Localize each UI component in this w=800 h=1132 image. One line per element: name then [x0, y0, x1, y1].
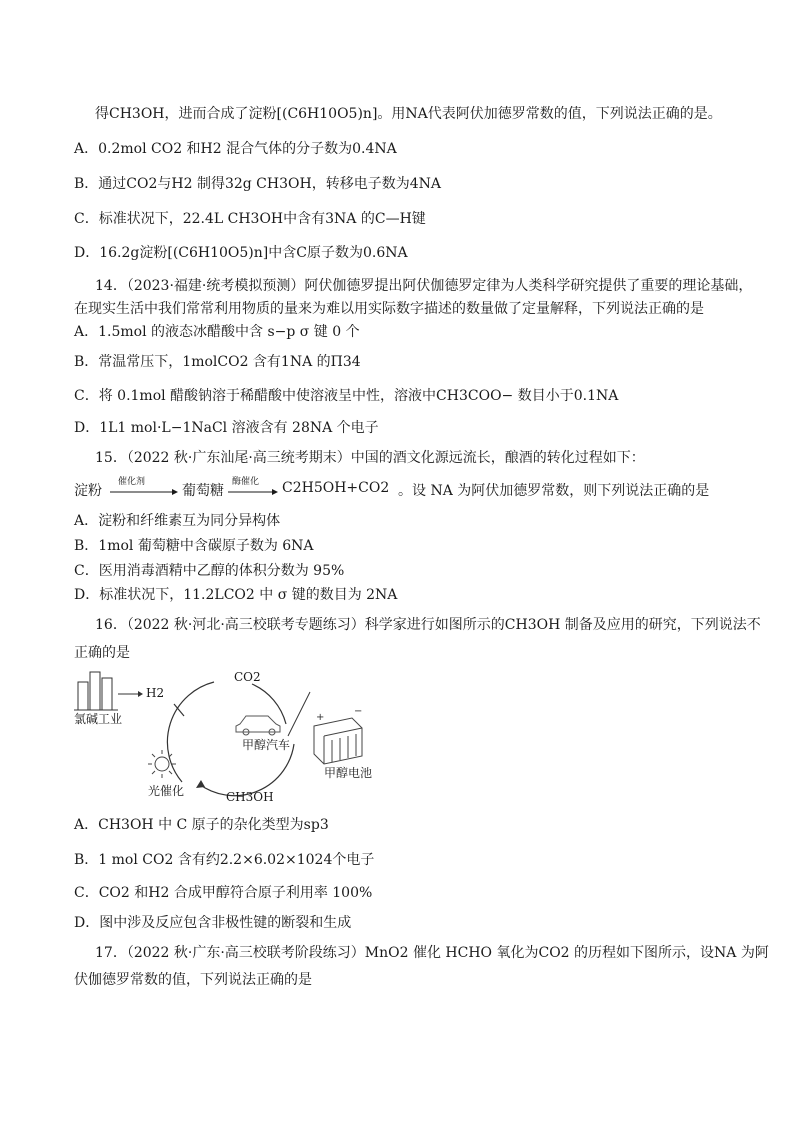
question-16: 16．（2022 秋·河北·高三校联考专题练习）科学家进行如图所示的CH3OH 制备及应用的研究，下列说法不: [95, 617, 761, 633]
methanol-cycle-diagram: [74, 664, 404, 814]
option-a: A．CH3OH 中 C 原子的杂化类型为sp3: [74, 817, 329, 833]
question-17: 17．（2022 秋·广东·高三校联考阶段练习）MnO2 催化 HCHO 氧化为CO2 的历程如下图所示，设NA 为阿: [95, 945, 769, 961]
option-c: C．CO2 和H2 合成甲醇符合原子利用率 100%: [74, 885, 373, 901]
battery-label: 甲醇电池: [324, 766, 373, 780]
arrow-icon: [118, 691, 143, 697]
question-15-cont: 。设 NA 为阿伏加德罗常数，则下列说法正确的是: [398, 483, 710, 499]
option-c: C．将 0.1mol 醋酸钠溶于稀醋酸中使溶液呈中性，溶液中CH3COO− 数目小于0.1NA: [74, 388, 619, 404]
fermentation-flow: [74, 476, 710, 506]
car-label: 甲醇汽车: [242, 738, 291, 752]
option-c: C．医用消毒酒精中乙醇的体积分数为 95%: [74, 563, 345, 579]
co2-label: CO2: [234, 670, 261, 684]
question-14-cont: 在现实生活中我们常常利用物质的量来为难以用实际数字描述的数量做了定量解释，下列说法正确的是: [74, 301, 704, 317]
option-d: D．1L1 mol·L−1NaCl 溶液含有 28NA 个电子: [74, 420, 379, 436]
question-15: 15．（2022 秋·广东汕尾·高三统考期末）中国的酒文化源远流长，酿酒的转化过程如下：: [95, 450, 645, 466]
photocatalysis-label: 光催化: [148, 784, 185, 798]
option-c: C．标准状况下，22.4L CH3OH中含有3NA 的C—H键: [74, 211, 426, 227]
plus-sign: +: [316, 712, 325, 723]
glucose-label: 葡萄糖: [182, 483, 224, 499]
methanol-label: CH3OH: [226, 790, 274, 804]
question-14: 14．（2023·福建·统考模拟预测）阿伏伽德罗提出阿伏伽德罗定律为人类科学研究提供了重要的理论基础，: [95, 278, 753, 294]
factory-label: 氯碱工业: [74, 712, 123, 726]
text-line: 得CH3OH，进而合成了淀粉[(C6H10O5)n]。用NA代表阿伏加德罗常数的值，下列说法正确的是。: [95, 106, 722, 122]
option-a: A．0.2mol CO2 和H2 混合气体的分子数为0.4NA: [74, 141, 397, 157]
question-16-cont: 正确的是: [74, 645, 130, 661]
minus-sign: −: [354, 706, 363, 717]
products-label: C2H5OH+CO2: [282, 480, 390, 496]
option-d: D．16.2g淀粉[(C6H10O5)n]中含C原子数为0.6NA: [74, 245, 408, 261]
option-d: D．图中涉及反应包含非极性键的断裂和生成: [74, 915, 352, 931]
car-icon: [236, 716, 280, 735]
battery-icon: [314, 718, 362, 764]
factory-icon: [74, 672, 118, 710]
option-b: B．通过CO2与H2 制得32g CH3OH，转移电子数为4NA: [74, 176, 441, 192]
option-d: D．标准状况下，11.2LCO2 中 σ 键的数目为 2NA: [74, 587, 398, 603]
option-b: B．常温常压下，1molCO2 含有1NA 的Π34: [74, 354, 361, 370]
starch-label: 淀粉: [74, 483, 102, 499]
option-a: A．1.5mol 的液态冰醋酸中含 s−p σ 键 0 个: [74, 324, 360, 340]
option-b: B．1mol 葡萄糖中含碳原子数为 6NA: [74, 538, 314, 554]
catalyst-label: 催化剂: [118, 477, 146, 487]
option-a: A．淀粉和纤维素互为同分异构体: [74, 513, 281, 529]
h2-label: H2: [146, 686, 165, 700]
question-17-cont: 伏伽德罗常数的值，下列说法正确的是: [74, 972, 312, 988]
option-b: B．1 mol CO2 含有约2.2×6.02×1024个电子: [74, 852, 375, 868]
enzyme-label: 酶催化: [232, 477, 260, 487]
